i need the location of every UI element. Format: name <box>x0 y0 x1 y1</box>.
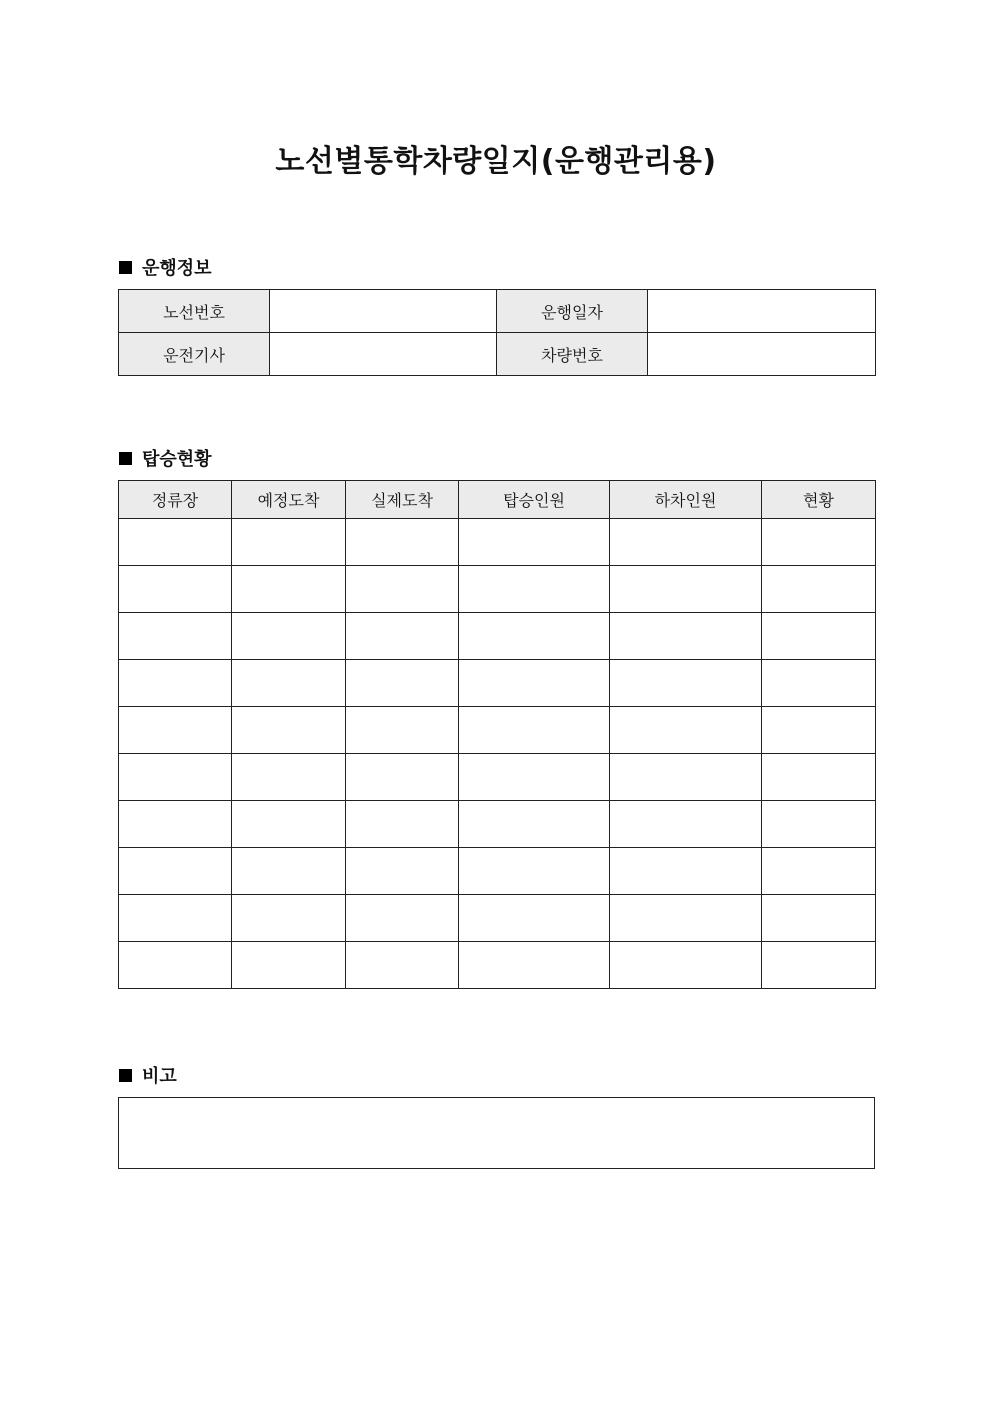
stop-cell[interactable] <box>119 707 232 754</box>
route-number-field[interactable] <box>270 290 497 333</box>
info-row <box>119 333 876 376</box>
driver-field[interactable] <box>270 333 497 376</box>
boarded-cell[interactable] <box>459 660 610 707</box>
boarding-table-body <box>119 519 876 989</box>
actual-arrival-cell[interactable] <box>346 613 459 660</box>
table-row <box>119 707 876 754</box>
route-number-label: 노선번호 <box>119 290 270 333</box>
boarded-cell[interactable] <box>459 801 610 848</box>
table-row <box>119 613 876 660</box>
actual-arrival-cell[interactable] <box>346 660 459 707</box>
scheduled-arrival-cell[interactable] <box>232 895 346 942</box>
scheduled-arrival-cell[interactable] <box>232 801 346 848</box>
column-header-alighted: 하차인원 <box>610 481 762 519</box>
column-header-actual-arrival: 실제도착 <box>346 481 459 519</box>
table-row <box>119 519 876 566</box>
table-row <box>119 754 876 801</box>
alighted-cell[interactable] <box>610 801 762 848</box>
status-cell[interactable] <box>762 519 876 566</box>
table-row <box>119 660 876 707</box>
table-row <box>119 566 876 613</box>
actual-arrival-cell[interactable] <box>346 801 459 848</box>
actual-arrival-cell[interactable] <box>346 519 459 566</box>
status-cell[interactable] <box>762 566 876 613</box>
boarding-status-heading-label: 탑승현황 <box>142 449 212 470</box>
alighted-cell[interactable] <box>610 848 762 895</box>
actual-arrival-cell[interactable] <box>346 848 459 895</box>
status-cell[interactable] <box>762 707 876 754</box>
table-header-row <box>119 481 876 519</box>
alighted-cell[interactable] <box>610 566 762 613</box>
scheduled-arrival-cell[interactable] <box>232 848 346 895</box>
boarded-cell[interactable] <box>459 613 610 660</box>
scheduled-arrival-cell[interactable] <box>232 942 346 989</box>
status-cell[interactable] <box>762 801 876 848</box>
boarding-status-table <box>118 480 876 989</box>
stop-cell[interactable] <box>119 942 232 989</box>
column-header-status: 현황 <box>762 481 876 519</box>
status-cell[interactable] <box>762 754 876 801</box>
boarded-cell[interactable] <box>459 519 610 566</box>
operation-info-table <box>118 289 876 376</box>
boarded-cell[interactable] <box>459 895 610 942</box>
table-row <box>119 848 876 895</box>
stop-cell[interactable] <box>119 895 232 942</box>
driver-label: 운전기사 <box>119 333 270 376</box>
boarding-status-heading <box>119 445 212 471</box>
table-row <box>119 801 876 848</box>
scheduled-arrival-cell[interactable] <box>232 754 346 801</box>
stop-cell[interactable] <box>119 613 232 660</box>
vehicle-number-label: 차량번호 <box>497 333 648 376</box>
scheduled-arrival-cell[interactable] <box>232 613 346 660</box>
stop-cell[interactable] <box>119 801 232 848</box>
operation-date-field[interactable] <box>648 290 876 333</box>
actual-arrival-cell[interactable] <box>346 566 459 613</box>
alighted-cell[interactable] <box>610 519 762 566</box>
square-bullet-icon <box>119 452 132 465</box>
column-header-stop: 정류장 <box>119 481 232 519</box>
status-cell[interactable] <box>762 660 876 707</box>
stop-cell[interactable] <box>119 519 232 566</box>
boarded-cell[interactable] <box>459 848 610 895</box>
square-bullet-icon <box>119 1069 132 1082</box>
table-row <box>119 942 876 989</box>
alighted-cell[interactable] <box>610 895 762 942</box>
alighted-cell[interactable] <box>610 660 762 707</box>
scheduled-arrival-cell[interactable] <box>232 707 346 754</box>
boarded-cell[interactable] <box>459 566 610 613</box>
status-cell[interactable] <box>762 848 876 895</box>
scheduled-arrival-cell[interactable] <box>232 519 346 566</box>
alighted-cell[interactable] <box>610 754 762 801</box>
remarks-field[interactable] <box>118 1097 875 1169</box>
square-bullet-icon <box>119 261 132 274</box>
boarded-cell[interactable] <box>459 707 610 754</box>
status-cell[interactable] <box>762 942 876 989</box>
actual-arrival-cell[interactable] <box>346 942 459 989</box>
stop-cell[interactable] <box>119 754 232 801</box>
status-cell[interactable] <box>762 613 876 660</box>
column-header-boarded: 탑승인원 <box>459 481 610 519</box>
operation-info-heading-label: 운행정보 <box>142 258 212 279</box>
alighted-cell[interactable] <box>610 942 762 989</box>
column-header-scheduled-arrival: 예정도착 <box>232 481 346 519</box>
alighted-cell[interactable] <box>610 707 762 754</box>
table-row <box>119 895 876 942</box>
stop-cell[interactable] <box>119 848 232 895</box>
stop-cell[interactable] <box>119 660 232 707</box>
boarded-cell[interactable] <box>459 754 610 801</box>
operation-date-label: 운행일자 <box>497 290 648 333</box>
remarks-heading-label: 비고 <box>142 1066 177 1087</box>
stop-cell[interactable] <box>119 566 232 613</box>
alighted-cell[interactable] <box>610 613 762 660</box>
status-cell[interactable] <box>762 895 876 942</box>
scheduled-arrival-cell[interactable] <box>232 566 346 613</box>
vehicle-number-field[interactable] <box>648 333 876 376</box>
operation-info-heading <box>119 254 212 280</box>
actual-arrival-cell[interactable] <box>346 754 459 801</box>
scheduled-arrival-cell[interactable] <box>232 660 346 707</box>
info-row <box>119 290 876 333</box>
actual-arrival-cell[interactable] <box>346 707 459 754</box>
remarks-heading <box>119 1062 177 1088</box>
boarded-cell[interactable] <box>459 942 610 989</box>
page-title: 노선별통학차량일지(운행관리용) <box>275 144 717 179</box>
actual-arrival-cell[interactable] <box>346 895 459 942</box>
